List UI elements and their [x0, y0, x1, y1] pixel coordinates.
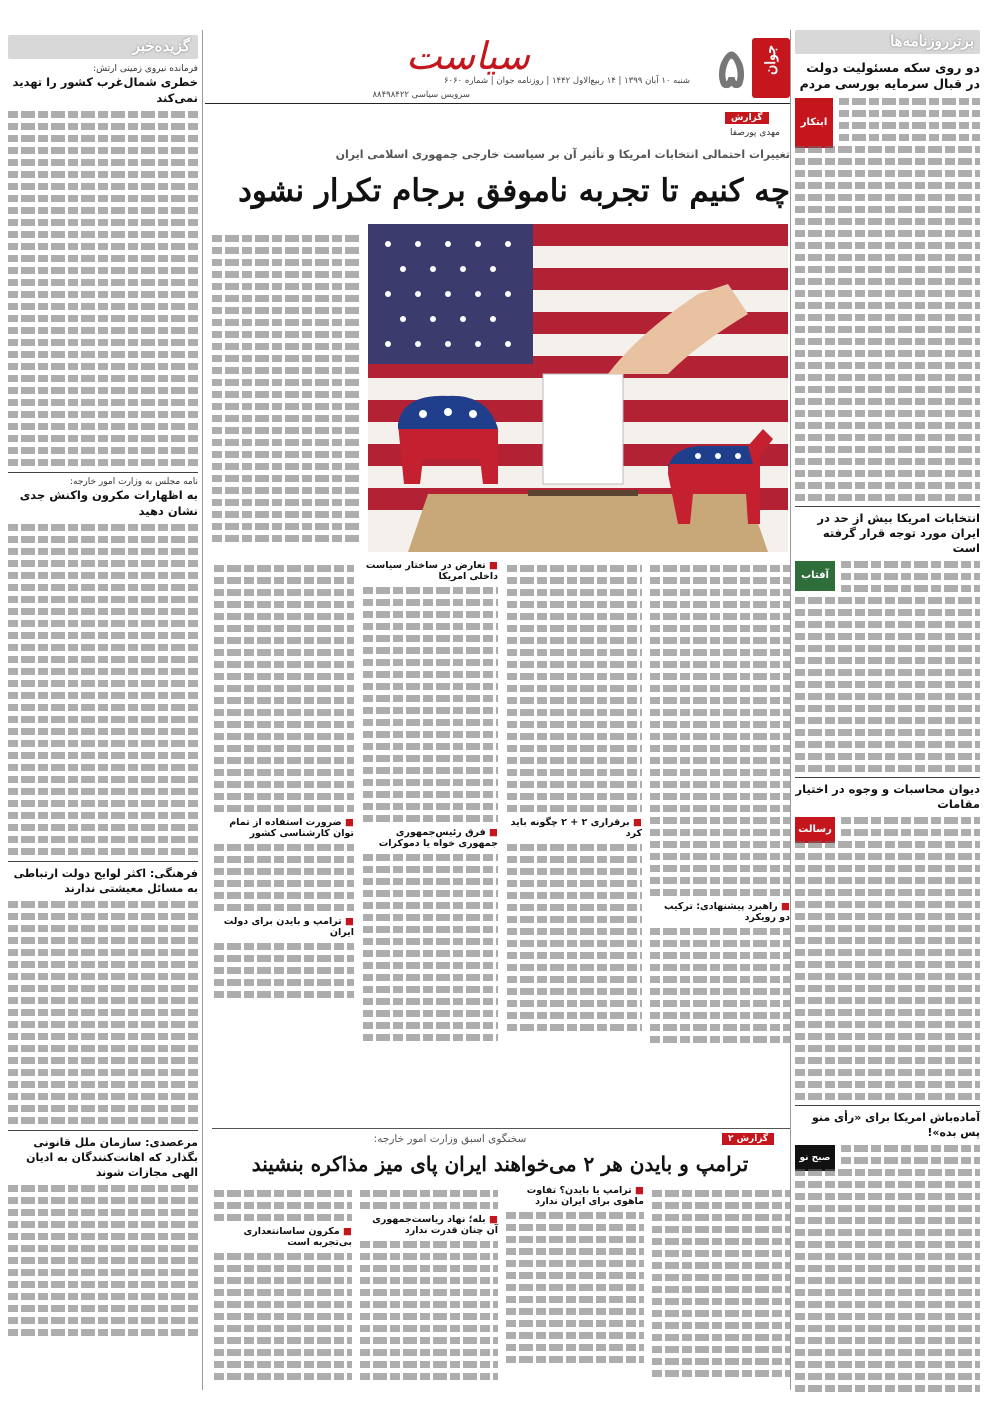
main-subhead-5: ضرورت استفاده از تمام توان کارشناسی کشور	[229, 817, 354, 839]
main-body-col-4: ■ ضرورت استفاده از تمام توان کارشناسی کشور ■ ترامپ و بایدن برای دولت ایران	[214, 230, 354, 1003]
paper-logo-resalat: رسالت	[795, 817, 835, 843]
page-number: ۵	[716, 36, 746, 100]
left-item1-kicker: فرمانده نیروی زمینی ارتش:	[93, 64, 198, 74]
paper-logo-aftab: آفتاب	[795, 561, 835, 591]
left-item2-title: به اظهارات مکرون واکنش جدی نشان دهید	[19, 488, 198, 518]
left-item2-kicker: نامه مجلس به وزارت امور خارجه:	[69, 477, 198, 487]
main-headline: چه کنیم تا تجربه ناموفق برجام تکرار نشود	[238, 173, 790, 209]
second-subhead-3: مکرون ساسانتعداری بی‌تجربه است	[243, 1226, 352, 1248]
issue-info: شنبه ۱۰ آبان ۱۳۹۹ | ۱۴ ربیع‌الاول ۱۴۴۲ | روزنامه جوان | شماره ۶۰۶۰	[443, 76, 690, 86]
section-title: سیاست	[405, 34, 530, 78]
election-photo	[368, 224, 788, 552]
right-column	[795, 60, 980, 1390]
right-item1-title: دو روی سکه مسئولیت دولت در قبال سرمایه بورسی مردم	[799, 60, 980, 91]
main-subhead-3: فرق رئیس‌جمهوری جمهوری خواه یا دموکرات	[378, 827, 498, 849]
newspaper-logo	[752, 38, 790, 98]
second-subhead-1: ترامپ یا بایدن؟ تفاوت ماهوی برای ایران ندارد	[526, 1185, 644, 1207]
main-subhead-1: تعارض در ساختار سیاست داخلی امریکا	[365, 560, 498, 582]
right-item3-title: دیوان محاسبات و وجوه در اختیار مقامات	[795, 782, 980, 811]
author-name: مهدی پورصفا	[729, 128, 780, 138]
logo-letters: جوان	[763, 44, 779, 76]
main-subhead-2: برقراری ۲ + ۲ چگونه باید کرد	[510, 817, 642, 839]
right-column-header: برترروزنامه‌ها	[795, 30, 980, 54]
report-tag: گزارش	[725, 112, 769, 124]
main-subhead-6: ترامپ و بایدن برای دولت ایران	[223, 916, 354, 938]
report2-tag: گزارش ۲	[722, 1133, 774, 1145]
election-illustration	[368, 224, 788, 552]
left-item3-title: فرهنگی: اکثر لوایح دولت ارتباطی به مسائل معیشتی ندارند	[13, 867, 198, 895]
paper-logo-sobhe-no: صبح نو	[795, 1145, 835, 1171]
desk-phone: سرویس سیاسی ۸۸۴۹۸۴۲۲	[372, 90, 470, 100]
paper-logo-ebtekar: ابتکار	[795, 98, 833, 148]
right-item2-title: انتخابات امریکا بیش از حد در ایران مورد توجه قرار گرفته است	[817, 511, 980, 555]
left-column-header: گزیده‌خبر	[8, 35, 198, 59]
second-headline: ترامپ و بایدن هر ۲ می‌خواهند ایران پای میز مذاکره بنشیند	[251, 1152, 749, 1176]
masthead	[205, 34, 790, 100]
main-body-col-3: ■ تعارض در ساختار سیاست داخلی امریکا ■ فرق رئیس‌جمهوری جمهوری خواه یا دموکرات	[363, 560, 498, 1046]
left-item1-title: خطری شمال‌غرب کشور را تهدید نمی‌کند	[12, 75, 198, 105]
left-column	[8, 64, 198, 1394]
right-item4-title: آماده‌باش امریکا برای «رأی منو پس بده»!	[811, 1111, 980, 1139]
main-body	[212, 560, 790, 938]
second-body: ■ ترامپ یا بایدن؟ تفاوت ماهوی برای ایران ندارد ■ بله؛ نهاد ریاست‌جمهوری آن چنان قدرت ندارد ■ مکرون ساسانتعداری بی‌تجربه است	[212, 1185, 790, 1390]
main-subhead-4: راهبرد پیشنهادی: ترکیب دو رویکرد	[663, 901, 790, 923]
second-kicker: سخنگوی اسبق وزارت امور خارجه:	[373, 1133, 527, 1145]
main-body-col-1: ■ راهبرد پیشنهادی: ترکیب دو رویکرد	[650, 560, 790, 1048]
main-kicker: تغییرات احتمالی انتخابات امریکا و تأثیر آن بر سیاست خارجی جمهوری اسلامی ایران	[335, 148, 790, 161]
left-item4-title: مرعصدی: سازمان ملل قانونی بگذارد که اهانت‌کنندگان به ادیان الهی مجازات شوند	[26, 1136, 198, 1179]
second-subhead-2: بله؛ نهاد ریاست‌جمهوری آن چنان قدرت ندارد	[372, 1214, 498, 1236]
main-body-col-2: ■ برقراری ۲ + ۲ چگونه باید کرد	[507, 560, 642, 1036]
